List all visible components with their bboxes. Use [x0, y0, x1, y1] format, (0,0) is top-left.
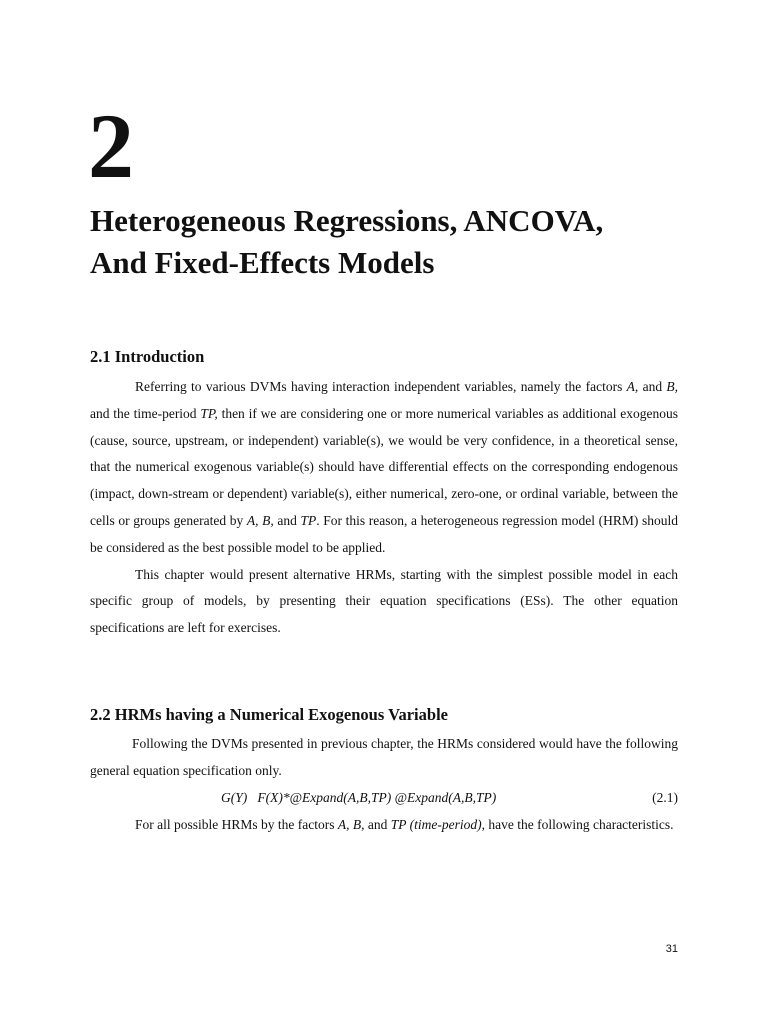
chapter-title [90, 200, 710, 284]
equation-expression: G(Y) F(X)*@Expand(A,B,TP) @Expand(A,B,TP) [221, 790, 497, 805]
introduction-body [90, 374, 678, 642]
chapter-title-line-1: Heterogeneous Regressions, ANCOVA, [90, 203, 604, 238]
chapter-title-line-2: And Fixed-Effects Models [90, 245, 435, 280]
equation-number: (2.1) [652, 790, 678, 805]
chapter-number: 2 [88, 95, 134, 197]
hrms-paragraph-1: Following the DVMs presented in previous chapter, the HRMs considered would have the following general equation specification only. [90, 736, 678, 778]
page-number: 31 [665, 943, 678, 955]
hrms-paragraph-2: For all possible HRMs by the factors A, B, and TP (time-period), have the following characteristics. [135, 817, 674, 832]
section-heading-hrms: 2.2 HRMs having a Numerical Exogenous Variable [90, 705, 448, 724]
introduction-paragraph-1: Referring to various DVMs having interaction independent variables, namely the factors A, and B, and the time-period TP, then if we are considering one or more numerical variables as additional exogenous (cause, source, upstream, or independent) variable(s), we would be very confidence, in a theoretical sense, that the numerical exogenous variable(s) should have differential effects on the corresponding endogenous (impact, down-stream or dependent) variable(s), either numerical, zero-one, or ordinal variable, between the cells or groups generated by A, B, and TP. For this reason, a heterogeneous regression model (HRM) should be considered as the best possible model to be applied. [90, 379, 679, 555]
introduction-paragraph-2: This chapter would present alternative HRMs, starting with the simplest possible model in each specific group of models, by presenting their equation specifications (ESs). The other equation specifications are left for exercises. [90, 566, 678, 636]
section-heading-introduction: 2.1 Introduction [90, 347, 205, 366]
